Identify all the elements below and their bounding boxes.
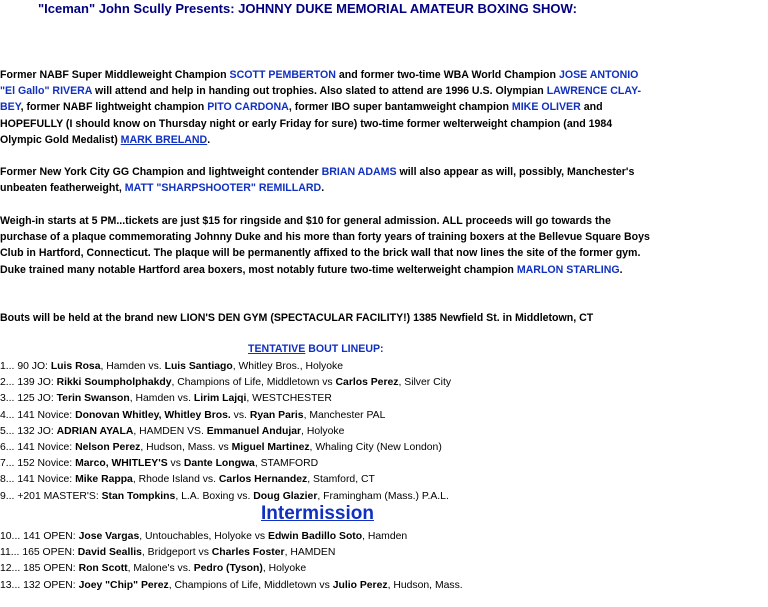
bout-row [0,545,463,561]
text: . [207,133,211,146]
text: Weigh-in starts at 5 PM...tickets are just $15 for ringside and $10 for general admission. ALL proceeds will go towards the purchase of a plaque commemorating Johnny Duke and his more than forty years of training boxers at the Bellevue Square Boys Club in Hartford, Connecticut. The plaque will be permanently affixed to the brick wall that now lines the site of the former gym. Duke trained many notable Hartford area boxers, most notably future two-time welterweight champion [0,215,650,276]
boxer-a: Terin Swanson [56,393,130,405]
bout-list-open [0,529,463,594]
bout-number: 9... +201 MASTER'S: [0,490,102,502]
paragraph-appearances [0,164,650,196]
text: . [321,182,325,195]
text: Former NABF Super Middleweight Champion [0,69,230,81]
bout-row [0,561,463,577]
bout-number: 7... 152 Novice: [0,458,76,470]
club-a: , Champions of Life, Middletown vs [168,579,333,591]
bout-number: 4... 141 Novice: [0,409,76,421]
boxer-b: Carlos Perez [335,377,399,389]
club-b: , Framingham (Mass.) P.A.L. [317,490,449,502]
club-b: , Whaling City (New London) [309,442,442,454]
club-a: , L.A. Boxing vs. [175,490,254,502]
bout-row [0,529,463,545]
club-b: , WESTCHESTER [246,393,332,405]
bout-row [0,359,451,375]
boxer-b: Dante Longwa [183,458,255,470]
lineup-label: BOUT LINEUP: [305,343,384,355]
bout-row [0,408,451,424]
boxer-name: BRIAN ADAMS [321,166,397,178]
bout-number: 10... 141 OPEN: [0,531,79,542]
bout-row [0,578,463,594]
bout-number: 6... 141 Novice: [0,442,76,454]
boxer-b: Carlos Hernandez [218,474,308,486]
club-a: , Malone's vs. [127,563,194,575]
club-a: , Rhode Island vs. [132,474,219,486]
tentative-label: TENTATIVE [248,343,306,355]
text: , former IBO super bantamweight champion [288,101,512,114]
boxer-a: Nelson Perez [75,442,141,454]
club-b: , Whitley Bros., Holyoke [232,361,344,372]
club-b: , Hamden [362,531,408,542]
bout-number: 12... 185 OPEN: [0,563,79,575]
club-a: , Bridgeport vs [141,547,212,559]
club-a: , Untouchables, Holyoke vs [139,531,269,542]
paragraph-venue: Bouts will be held at the brand new LION'S DEN GYM (SPECTACULAR FACILITY!) 1385 Newfield St. in Middletown, CT [0,312,594,324]
mark-breland-link[interactable]: MARK BRELAND [120,133,208,146]
bout-row [0,489,451,505]
boxer-name: LAWRENCE CLAY-BEY [0,85,642,114]
boxer-a: Mike Rappa [75,474,133,486]
boxer-b: Ryan Paris [249,409,304,421]
text: . [619,263,623,276]
boxer-name: JOSE ANTONIO "El Gallo" RIVERA [0,69,639,98]
text: and HOPEFULLY (I should know on Thursday night or early Friday for sure) two-time former welterweight champion (and 1984 Olympic Gold Medalist) [0,101,613,146]
club-b: , Silver City [398,377,452,389]
club-a: , Hamden vs. [129,393,194,405]
boxer-a: Ron Scott [78,563,128,575]
boxer-b: Emmanuel Andujar [206,425,302,437]
club-a: vs. [230,409,250,421]
club-b: , Holyoke [301,425,345,437]
text: will also appear as will, possibly, Manchester's unbeaten featherweight, [0,166,635,195]
club-a: , Hamden vs. [100,361,165,372]
paragraph-guests [0,67,650,148]
boxer-name: SCOTT PEMBERTON [229,69,336,81]
boxer-a: Joey "Chip" Perez [78,579,169,591]
club-a: , Champions of Life, Middletown vs [171,377,336,389]
boxer-b: Charles Foster [211,547,285,559]
boxer-a: Rikki Soumpholphakdy [56,377,172,389]
bout-row [0,472,451,488]
boxer-name: MARLON STARLING [516,263,620,276]
boxer-a: Stan Tompkins [101,490,176,502]
bout-list [0,359,451,505]
bout-lineup-heading [248,343,384,355]
bout-row [0,391,451,407]
bout-number: 2... 139 JO: [0,377,57,389]
text: will attend and help in handing out trophies. Also slated to attend are 1996 U.S. Olympian [92,85,547,98]
club-b: , Manchester PAL [303,409,386,421]
bout-number: 1... 90 JO: [0,361,51,372]
boxer-a: ADRIAN AYALA [56,425,134,437]
club-a: vs [167,458,184,470]
page-title: "Iceman" John Scully Presents: JOHNNY DUKE MEMORIAL AMATEUR BOXING SHOW: [38,1,577,16]
text: Former New York City GG Champion and lightweight contender [0,166,322,178]
club-b: , STAMFORD [254,458,319,470]
bout-number: 11... 165 OPEN: [0,547,78,559]
boxer-a: Luis Rosa [50,361,101,372]
boxer-a: Marco, WHITLEY'S [75,458,168,470]
boxer-b: Edwin Badillo Soto [268,531,363,542]
club-a: , Hudson, Mass. vs [140,442,232,454]
bout-row [0,375,451,391]
boxer-name: PITO CARDONA [207,101,289,114]
bout-row [0,440,451,456]
text: and former two-time WBA World Champion [335,69,559,81]
text: , former NABF lightweight champion [20,101,208,114]
club-b: , HAMDEN [284,547,336,559]
club-b: , Holyoke [262,563,307,575]
boxer-a: Donovan Whitley, Whitley Bros. [75,409,231,421]
boxer-b: Luis Santiago [164,361,233,372]
boxer-b: Pedro (Tyson) [193,563,263,575]
bout-number: 13... 132 OPEN: [0,579,79,591]
paragraph-weigh-in [0,213,650,278]
boxer-name: MIKE OLIVER [511,101,581,114]
club-b: , Hudson, Mass. [387,579,463,591]
club-a: , HAMDEN VS. [133,425,207,437]
bout-number: 8... 141 Novice: [0,474,76,486]
boxer-a: Jose Vargas [78,531,140,542]
bout-row [0,456,451,472]
boxer-b: Doug Glazier [253,490,318,502]
bout-number: 3... 125 JO: [0,393,57,405]
boxer-b: Julio Perez [332,579,388,591]
bout-number: 5... 132 JO: [0,425,57,437]
boxer-name: MATT "SHARPSHOOTER" REMILLARD [124,182,322,195]
intermission-heading: Intermission [261,503,374,524]
bout-row [0,424,451,440]
boxer-a: David Seallis [77,547,142,559]
boxer-b: Lirim Lajqi [193,393,247,405]
club-b: , Stamford, CT [307,474,375,486]
boxer-b: Miguel Martinez [231,442,310,454]
